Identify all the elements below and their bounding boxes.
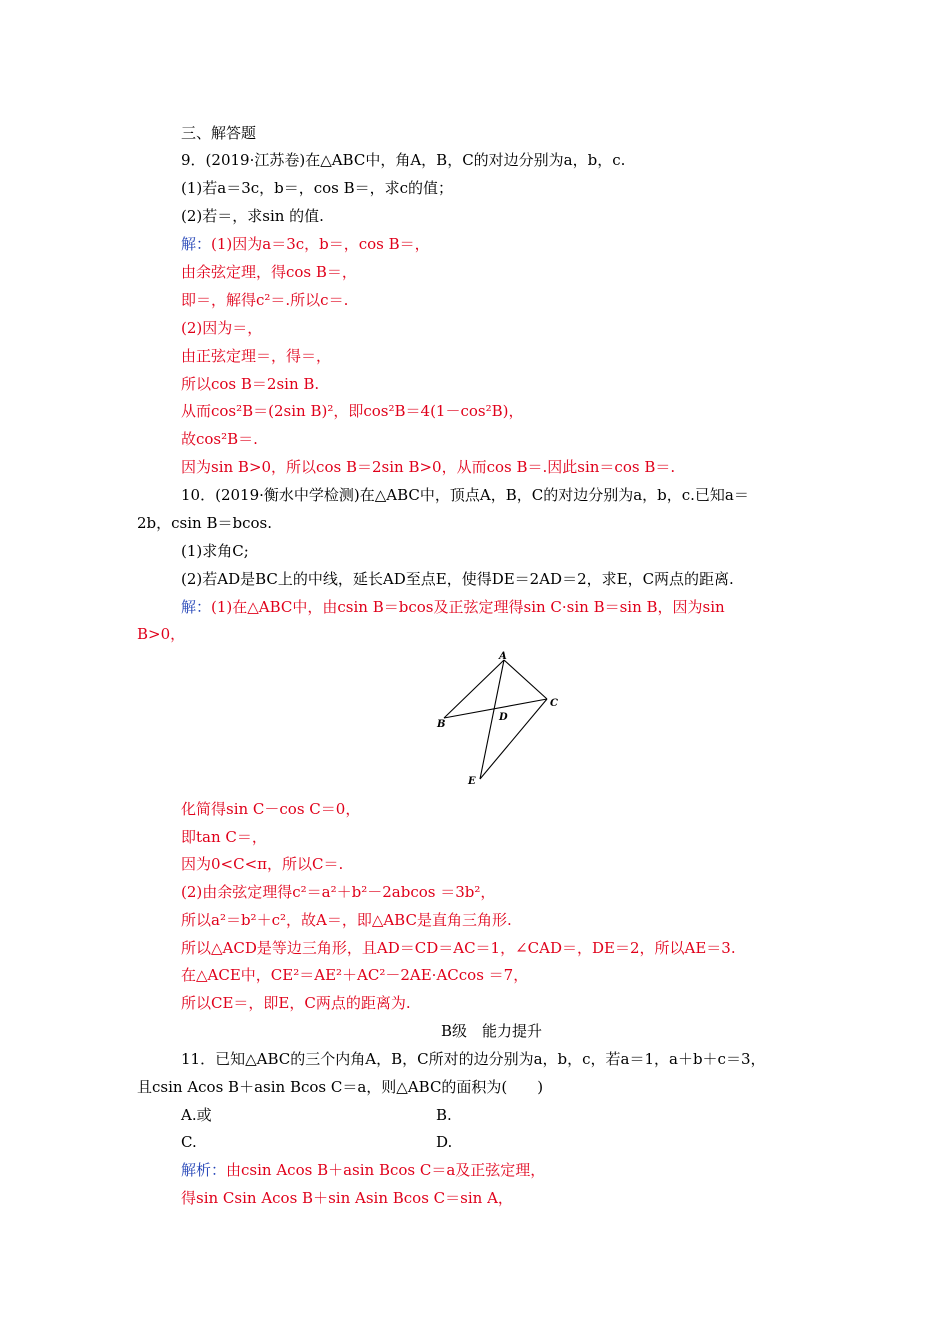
q9-solution-line-5: 由正弦定理＝，得＝， xyxy=(181,347,332,365)
q10-solution-label: 解： xyxy=(181,598,212,616)
q11-solution-text: 由csin Acos B＋asin Bcos C＝a及正弦定理， xyxy=(226,1161,546,1179)
q11-stem-line-1: 11．已知△ABC的三个内角A，B，C所对的边分别为a，b，c，若a＝1，a＋b＋c＝3， xyxy=(181,1050,766,1068)
point-d-label: D xyxy=(499,712,508,723)
q11-option-c: C. xyxy=(181,1133,197,1151)
q9-solution-label: 解： xyxy=(181,235,212,253)
q10-stem-line-2: 2b，csin B＝bcos. xyxy=(137,514,272,532)
q10-solution-line-5: 因为0<C<π，所以C＝. xyxy=(181,855,344,873)
q9-solution-line-4: (2)因为＝， xyxy=(181,319,263,337)
segment-ce xyxy=(480,699,547,779)
q10-part2: (2)若AD是BC上的中线，延长AD至点E，使得DE＝2AD＝2，求E，C两点的距离. xyxy=(181,570,734,588)
q9-part1: (1)若a＝3c，b＝，cos B＝，求c的值； xyxy=(181,179,454,197)
q10-part1: (1)求角C; xyxy=(181,542,249,560)
q10-solution-line-4: 即tan C＝， xyxy=(181,828,267,846)
section-title: 三、解答题 xyxy=(181,124,257,142)
q9-stem: 9．(2019·江苏卷)在△ABC中，角A，B，C的对边分别为a，b，c. xyxy=(181,151,626,169)
q10-solution-line-2: B>0， xyxy=(137,625,186,643)
q11-solution-label: 解析： xyxy=(181,1161,227,1179)
q9-solution-line-3: 即＝，解得c²＝.所以c＝. xyxy=(181,291,349,309)
point-c-label: C xyxy=(550,698,558,709)
q11-stem-line-2: 且csin Acos B＋asin Bcos C＝a，则△ABC的面积为( ) xyxy=(137,1078,544,1096)
point-b-label: B xyxy=(437,719,446,730)
q11-option-b: B. xyxy=(436,1106,452,1124)
q11-solution-line-1 xyxy=(181,1161,545,1179)
q11-option-d: D. xyxy=(436,1133,453,1151)
q9-solution-line-8: 故cos²B＝. xyxy=(181,430,258,448)
point-a-label: A xyxy=(499,651,507,662)
q9-solution-line-2: 由余弦定理，得cos B＝， xyxy=(181,263,357,281)
q10-solution-line-6: (2)由余弦定理得c²＝a²＋b²－2abcos ＝3b²， xyxy=(181,883,496,901)
q9-solution-line-7: 从而cos²B＝(2sin B)²，即cos²B＝4(1－cos²B)， xyxy=(181,402,524,420)
q9-part2: (2)若＝，求sin 的值. xyxy=(181,207,324,225)
segment-ac xyxy=(504,660,547,699)
q9-solution-text: (1)因为a＝3c，b＝，cos B＝， xyxy=(211,235,430,253)
q10-solution-line-1 xyxy=(181,598,725,616)
level-b-title: B级 能力提升 xyxy=(441,1022,543,1040)
segment-ab xyxy=(444,660,504,718)
q10-solution-text: (1)在△ABC中，由csin B＝bcos及正弦定理得sin C·sin B＝sin B，因为sin xyxy=(211,598,725,616)
q10-solution-line-3: 化简得sin C－cos C＝0， xyxy=(181,800,361,818)
q11-solution-line-2: 得sin Csin Acos B＋sin Asin Bcos C＝sin A， xyxy=(181,1189,513,1207)
q10-solution-line-9: 在△ACE中，CE²＝AE²＋AC²－2AE·ACcos ＝7， xyxy=(181,966,529,984)
triangle-figure xyxy=(436,648,566,788)
q10-solution-line-7: 所以a²＝b²＋c²，故A＝，即△ABC是直角三角形. xyxy=(181,911,512,929)
q9-solution-line-1 xyxy=(181,235,430,253)
q10-solution-line-10: 所以CE＝，即E，C两点的距离为. xyxy=(181,994,411,1012)
q10-stem-line-1: 10．(2019·衡水中学检测)在△ABC中，顶点A，B，C的对边分别为a，b，c.已知a＝ xyxy=(181,486,749,504)
point-e-label: E xyxy=(468,776,476,787)
q9-solution-line-6: 所以cos B＝2sin B. xyxy=(181,375,320,393)
q9-solution-line-9: 因为sin B>0，所以cos B＝2sin B>0，从而cos B＝.因此sin＝cos B＝. xyxy=(181,458,676,476)
q10-solution-line-8: 所以△ACD是等边三角形，且AD＝CD＝AC＝1，∠CAD＝，DE＝2，所以AE＝3. xyxy=(181,939,736,957)
q11-option-a: A.或 xyxy=(181,1106,212,1124)
